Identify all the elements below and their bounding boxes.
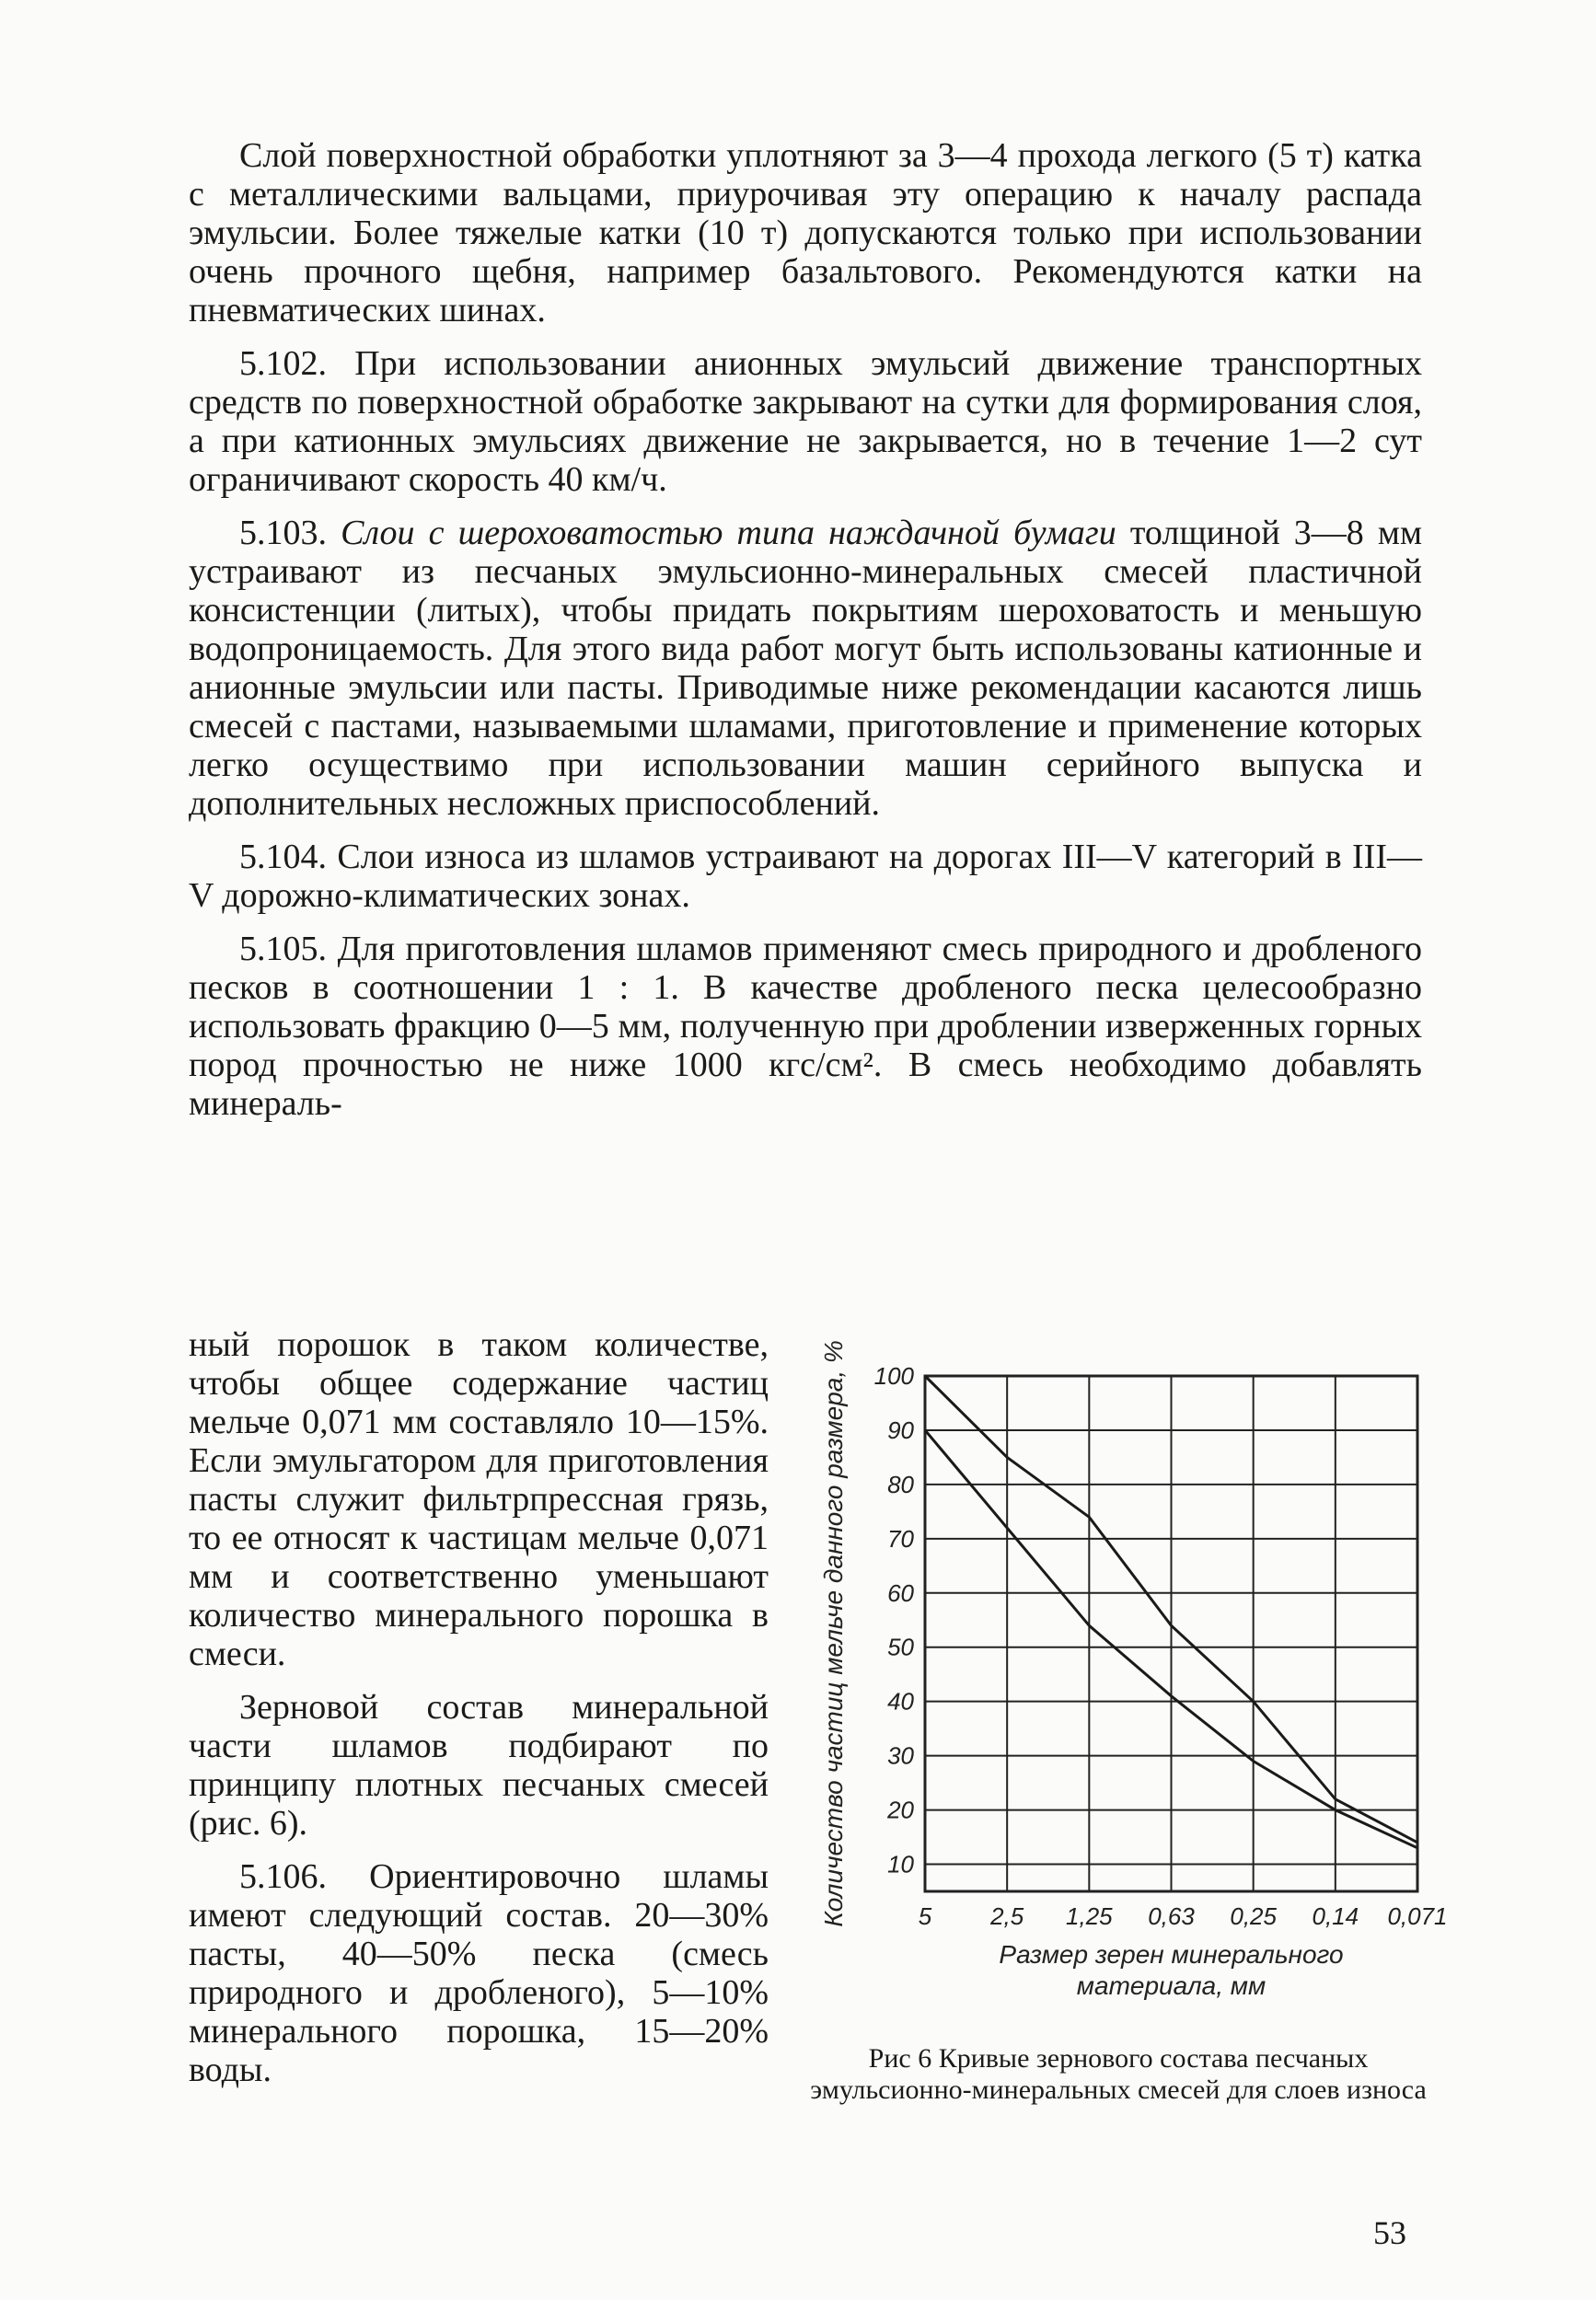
y-tick-labels — [874, 1362, 915, 1878]
x-tick-label: 0,25 — [1230, 1902, 1277, 1930]
paragraph-5-105-cont: ный порошок в таком количестве, чтобы общее содержание частиц мельче 0,071 мм составляло 10—15%. Если эмульгатором для приготовления пасты служит фильтрпрессная грязь, то ее относят к частицам мельче 0,071 мм и соответственно уменьшают количество минерального порошка в смеси. — [189, 1325, 769, 1673]
x-tick-label: 1,25 — [1066, 1902, 1113, 1930]
paragraph-5-106: 5.106. Ориентировочно шламы имеют следующий состав. 20—30% пасты, 40—50% песка (смесь природного и дробленого), 5—10% минерального порошка, 15—20% воды. — [189, 1857, 769, 2089]
y-tick-label: 10 — [887, 1850, 914, 1878]
x-tick-label: 2,5 — [990, 1902, 1024, 1930]
y-tick-label: 90 — [887, 1416, 914, 1444]
paragraph-5-104: 5.104. Слои износа из шламов устраивают на дорогах III—V категорий в III—V дорожно-климатических зонах. — [189, 838, 1422, 915]
figure-caption: Рис 6 Кривые зернового состава песчаных эмульсионно-минеральных смесей для слоев износа — [810, 2043, 1427, 2105]
italic-term: Слои с шероховатостью типа наждачной бумаги — [341, 514, 1116, 552]
x-tick-label: 0,14 — [1312, 1902, 1359, 1930]
y-tick-label: 40 — [887, 1687, 914, 1716]
paragraph-5-105: 5.105. Для приготовления шламов применяют смесь природного и дробленого песков в соотношении 1 : 1. В качестве дробленого песка целесообразно использовать фракцию 0—5 мм, полученную при дроблении изверженных горных пород прочностью не ниже 1000 кгс/см². В смесь необходимо добавлять минераль- — [189, 930, 1422, 1123]
paragraph-grain-composition: Зерновой состав минеральной части шламов подбирают по принципу плотных песчаных смесей (рис. 6). — [189, 1688, 769, 1843]
x-tick-labels — [919, 1902, 1448, 1930]
x-tick-label: 5 — [918, 1902, 932, 1930]
y-tick-label: 20 — [887, 1796, 914, 1824]
grain-size-chart — [792, 1340, 1448, 2029]
x-tick-label: 0,63 — [1148, 1902, 1195, 1930]
y-tick-label: 60 — [887, 1578, 914, 1607]
y-axis-label: Количество частиц мельче данного размера, % — [819, 1340, 848, 1927]
x-axis-label: Размер зерен минерального — [999, 1940, 1344, 1969]
y-tick-label: 70 — [887, 1524, 914, 1553]
text-column — [189, 136, 1422, 1123]
figure-6 — [792, 1340, 1448, 2034]
page-number: 53 — [1373, 2214, 1406, 2251]
paragraph-1: Слой поверхностной обработки уплотняют за 3—4 прохода легкого (5 т) катка с металлическими вальцами, приурочивая эту операцию к началу распада эмульсии. Более тяжелые катки (10 т) допускаются только при использовании очень прочного щебня, например базальтового. Рекомендуются катки на пневматических шинах. — [189, 136, 1422, 329]
paragraph-text: толщиной 3—8 мм устраивают из песчаных эмульсионно-минеральных смесей пластичной консистенции (литых), чтобы придать покрытиям шероховатость и меньшую водопроницаемость. Для этого вида работ могут быть использованы катионные и анионные эмульсии или пасты. Приводимые ниже рекомендации касаются лишь смесей с пастами, называемыми шламами, приготовление и применение которых легко осуществимо при использовании машин серийного выпуска и дополнительных несложных приспособлений. — [189, 514, 1422, 823]
y-tick-label: 50 — [887, 1633, 914, 1661]
paragraph-number: 5.103. — [239, 514, 327, 552]
y-tick-label: 30 — [887, 1741, 914, 1770]
left-column — [189, 1325, 769, 2089]
y-tick-label: 100 — [873, 1362, 914, 1390]
paragraph-5-103 — [189, 514, 1422, 823]
paragraph-5-102: 5.102. При использовании анионных эмульсий движение транспортных средств по поверхностной обработке закрывают на сутки для формирования слоя, а при катионных эмульсиях движение не закрывается, но в течение 1—2 сут ограничивают скорость 40 км/ч. — [189, 344, 1422, 499]
x-tick-label: 0,071 — [1387, 1902, 1448, 1930]
x-axis-label-line-2: материала, мм — [1076, 1971, 1266, 2000]
y-tick-label: 80 — [887, 1470, 914, 1498]
